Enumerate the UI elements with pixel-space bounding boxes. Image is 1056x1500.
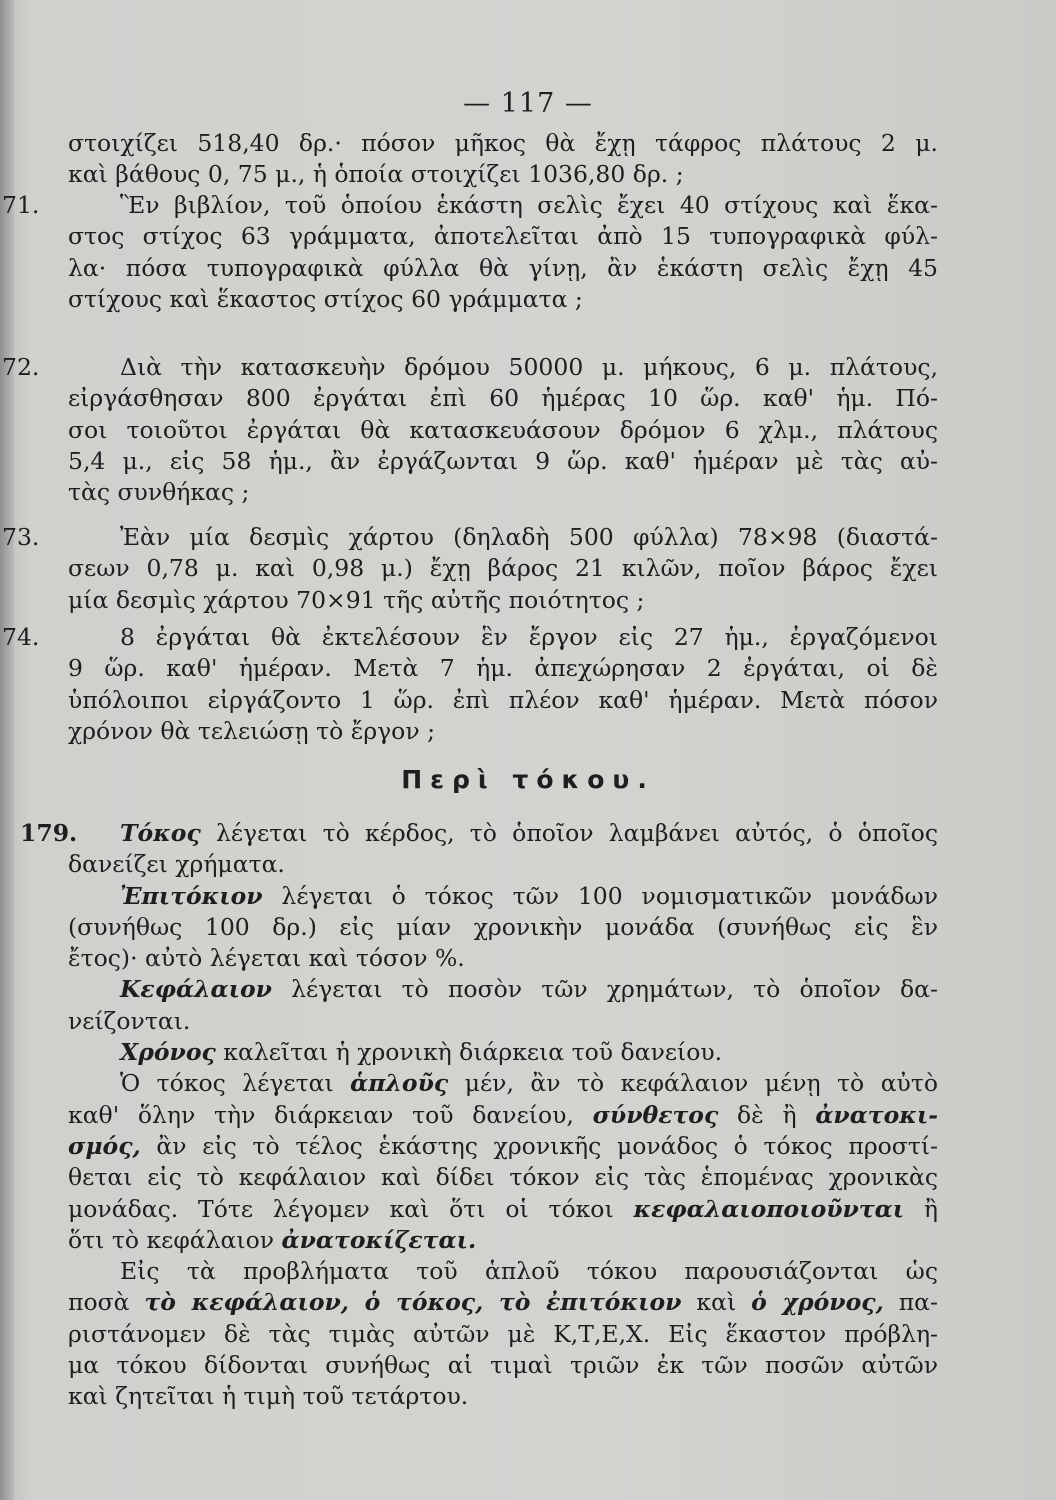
- text-line: ριστάνομεν δὲ τὰς τιμὰς αὐτῶν μὲ Κ,Τ,Ε,Χ. Εἰς ἕκαστον πρόβλη-: [68, 1319, 938, 1348]
- text-line: [68, 881, 938, 912]
- term-anatokismos: ἀνατοκι-: [815, 1100, 939, 1129]
- text-line: [68, 1194, 938, 1225]
- text-line: 9 ὥρ. καθ' ἡμέραν. Μετὰ 7 ἡμ. ἀπεχώρησαν 2 ἐργάται, οἱ δὲ: [68, 654, 938, 683]
- paragraph-179: [68, 818, 938, 1413]
- term-anatokismos-end: σμός,: [68, 1131, 141, 1160]
- term-synthetos: σύνθετος: [592, 1100, 719, 1129]
- text-span: δὲ ἢ: [718, 1100, 816, 1129]
- text-span: Ὁ τόκος λέγεται: [120, 1069, 351, 1098]
- text-line: [68, 1100, 938, 1131]
- text-line: χρόνον θὰ τελειώσῃ τὸ ἔργον ;: [68, 716, 436, 745]
- text-span: πα-: [883, 1288, 938, 1317]
- problem-73: [68, 522, 938, 616]
- section-title: Περὶ τόκου.: [401, 765, 655, 794]
- text-line: στος στίχος 63 γράμματα, ἀποτελεῖται ἀπὸ 15 τυπογραφικὰ φύλ-: [68, 222, 938, 251]
- text-line: 5,4 μ., εἰς 58 ἡμ., ἂν ἐργάζωνται 9 ὥρ. καθ' ἡμέραν μὲ τὰς αὐ-: [68, 446, 938, 475]
- text-span: καὶ: [681, 1288, 752, 1317]
- problem-number: 73.: [2, 523, 40, 551]
- text-span: μέν, ἂν τὸ κεφάλαιον μένῃ τὸ αὐτὸ: [448, 1069, 938, 1098]
- text-span: λέγεται τὸ κέρδος, τὸ ὁποῖον λαμβάνει αὐτός, ὁ ὁποῖος: [200, 819, 938, 847]
- text-line: [68, 1131, 938, 1162]
- text-line: εἰργάσθησαν 800 ἐργάται ἐπὶ 60 ἡμέρας 10 ὥρ. καθ' ἡμ. Πό-: [68, 384, 938, 413]
- text-line: [68, 1068, 938, 1099]
- problem-71: [68, 190, 938, 315]
- term-kefalaiopoiountai: κεφαλαιοποιοῦνται: [633, 1194, 905, 1223]
- text-span: μονάδας. Τότε λέγομεν καὶ ὅτι οἱ τόκοι: [68, 1194, 634, 1223]
- text-line: νείζονται.: [68, 1006, 191, 1035]
- text-line: 8 ἐργάται θὰ ἐκτελέσουν ἓν ἔργον εἰς 27 ἡμ., ἐργαζόμενοι: [120, 623, 938, 651]
- text-line: σοι τοιοῦτοι ἐργάται θὰ κατασκευάσουν δρόμον 6 χλμ., πλάτους: [68, 415, 938, 444]
- term-xronos-2: ὁ χρόνος,: [751, 1288, 884, 1317]
- text-line: Διὰ τὴν κατασκευὴν δρόμου 50000 μ. μήκους, 6 μ. πλάτους,: [120, 353, 938, 381]
- text-line: [68, 974, 938, 1005]
- text-line: καὶ ζητεῖται ἡ τιμὴ τοῦ τετάρτου.: [68, 1382, 469, 1411]
- term-anatokizetai: ἀνατοκίζεται.: [281, 1225, 477, 1254]
- problem-72: [68, 352, 938, 508]
- text-span: ἂν εἰς τὸ τέλος ἑκάστης χρονικῆς μονάδος ὁ τόκος προστί-: [140, 1131, 938, 1160]
- term-quantities: τὸ κεφάλαιον, ὁ τόκος, τὸ ἐπιτόκιον: [144, 1288, 682, 1317]
- text-line: στίχους καὶ ἕκαστος στίχος 60 γράμματα ;: [68, 284, 583, 313]
- text-line: σεων 0,78 μ. καὶ 0,98 μ.) ἔχῃ βάρος 21 κιλῶν, ποῖον βάρος ἔχει: [68, 554, 938, 583]
- term-kefalaion: Κεφάλαιον: [120, 975, 272, 1004]
- text-line: (συνήθως 100 δρ.) εἰς μίαν χρονικὴν μονάδα (συνήθως εἰς ἓν: [68, 912, 938, 941]
- text-line: Εἰς τὰ προβλήματα τοῦ ἁπλοῦ τόκου παρουσιάζονται ὡς: [120, 1257, 938, 1286]
- text-span: καθ' ὅλην τὴν διάρκειαν τοῦ δανείου,: [68, 1100, 593, 1129]
- term-epitokion: Ἐπιτόκιον: [120, 881, 263, 910]
- term-xronos: Χρόνος: [120, 1038, 216, 1067]
- problem-74: [68, 622, 938, 747]
- text-line: τὰς συνθήκας ;: [68, 478, 250, 507]
- text-line: [68, 818, 938, 849]
- text-line: [68, 1037, 938, 1068]
- text-line: Ἐὰν μία δεσμὶς χάρτου (δηλαδὴ 500 φύλλα) 78×98 (διαστά-: [120, 523, 938, 551]
- text-line: στοιχίζει 518,40 δρ.· πόσον μῆκος θὰ ἔχῃ τάφρος πλάτους 2 μ.: [68, 129, 938, 157]
- text-line: μα τόκου δίδονται συνήθως αἱ τιμαὶ τριῶν ἐκ τῶν ποσῶν αὐτῶν: [68, 1351, 938, 1380]
- text-line: Ἓν βιβλίον, τοῦ ὁποίου ἑκάστη σελὶς ἔχει 40 στίχους καὶ ἕκα-: [120, 191, 938, 219]
- text-span: καλεῖται ἡ χρονικὴ διάρκεια τοῦ δανείου.: [215, 1038, 723, 1067]
- text-line: λα· πόσα τυπογραφικὰ φύλλα θὰ γίνῃ, ἂν ἑκάστη σελὶς ἔχῃ 45: [68, 253, 938, 282]
- text-line: θεται εἰς τὸ κεφάλαιον καὶ δίδει τόκον εἰς τὰς ἑπομένας χρονικὰς: [68, 1163, 938, 1192]
- term-aplous: ἁπλοῦς: [350, 1069, 449, 1098]
- text-line: δανείζει χρήματα.: [68, 850, 285, 879]
- paragraph-number: 179.: [20, 819, 78, 847]
- page-number-header: — 117 —: [463, 88, 593, 119]
- problem-number: 72.: [2, 353, 40, 381]
- text-span: λέγεται τὸ ποσὸν τῶν χρημάτων, τὸ ὁποῖον δα-: [271, 975, 938, 1004]
- text-span: ἢ: [904, 1194, 938, 1223]
- problem-number: 71.: [2, 191, 40, 219]
- text-line: [68, 1287, 938, 1318]
- text-line: ἔτος)· αὐτὸ λέγεται καὶ τόσον %.: [68, 944, 465, 973]
- problem-number: 74.: [2, 623, 40, 651]
- text-line: ὑπόλοιποι εἰργάζοντο 1 ὥρ. ἐπὶ πλέον καθ' ἡμέραν. Μετὰ πόσον: [68, 685, 938, 714]
- problem-continuation: [68, 128, 938, 191]
- text-line: [68, 1225, 938, 1256]
- term-tokos: Τόκος: [120, 819, 201, 847]
- text-line: καὶ βάθους 0, 75 μ., ἡ ὁποία στοιχίζει 1036,80 δρ. ;: [68, 160, 684, 189]
- page-binding-edge: [0, 0, 14, 1500]
- text-line: μία δεσμὶς χάρτου 70×91 τῆς αὐτῆς ποιότητος ;: [68, 585, 645, 614]
- text-span: ὅτι τὸ κεφάλαιον: [68, 1225, 282, 1254]
- text-span: λέγεται ὁ τόκος τῶν 100 νομισματικῶν μονάδων: [262, 881, 938, 910]
- text-span: ποσὰ: [68, 1288, 145, 1317]
